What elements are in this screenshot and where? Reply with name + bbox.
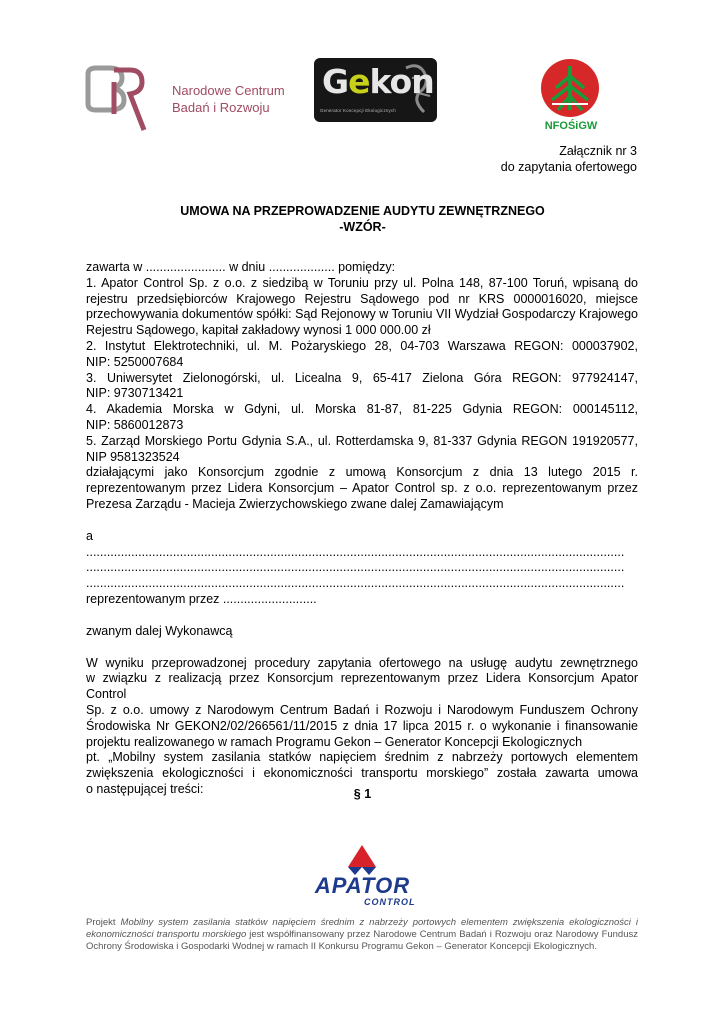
body-line: projektu realizowanego w ramach Programu Gekon – Generator Koncepcji Ekologicznych: [86, 734, 583, 749]
annex-note: [501, 143, 637, 175]
nfosigw-label: NFOŚiGW: [544, 120, 598, 132]
footer-project-title: Mobilny system zasilania statków napięciem średnim z nabrzeży portowych elementem zwiększenia ekologiczności i ekonomiczności transportu morskiego: [86, 917, 638, 940]
dotted-line: ...........................................................................................................................................................: [86, 544, 625, 559]
gekon-logo: [314, 58, 437, 122]
annex-line2: do zapytania ofertowego: [500, 160, 637, 174]
body-line: działającymi jako Konsorcjum zgodnie z umową Konsorcjum z dnia 13 lutego 2015 r.: [86, 465, 638, 480]
body-line: Środowiska Nr GEKON2/02/266561/11/2015 z dnia 17 lipca 2015 r. o wykonanie i finansowanie: [86, 718, 638, 733]
body-line: 4. Akademia Morska w Gdyni, ul. Morska 81-87, 81-225 Gdynia REGON: 000145112,: [86, 402, 638, 417]
body-line: 1. Apator Control Sp. z o.o. z siedzibą w Toruniu przy ul. Polna 148, 87-100 Toruń, wpisaną do: [86, 275, 638, 290]
gekon-name: [322, 62, 434, 101]
nfosigw-tree-icon: [540, 58, 600, 118]
gekon-name-rest: kon: [369, 62, 434, 101]
nfosigw-logo: [538, 58, 604, 136]
ncbr-logo: [84, 60, 284, 135]
body-line: zwiększenia ekologiczności i ekonomiczności transportu morskiego” została zawarta umowa: [86, 766, 638, 781]
body-line: NIP: 5860012873: [86, 417, 184, 432]
footer-note: [86, 917, 638, 953]
body-line: W wyniku przeprowadzonej procedury zapytania ofertowego na usługę audytu zewnętrznego: [86, 655, 638, 670]
body-line: NIP 9581323524: [86, 449, 180, 464]
body-line: zawarta w ....................... w dniu ................... pomiędzy:: [86, 260, 396, 274]
body-line: o następującej treści:: [86, 781, 204, 796]
dotted-line: ...........................................................................................................................................................: [86, 576, 625, 591]
ncbr-line2: Badań i Rozwoju: [172, 100, 270, 115]
document-title-line1: UMOWA NA PRZEPROWADZENIE AUDYTU ZEWNĘTRZNEGO: [180, 204, 545, 218]
contract-body: [86, 260, 638, 798]
body-line: zwanym dalej Wykonawcą: [86, 623, 233, 638]
body-line: 5. Zarząd Morskiego Portu Gdynia S.A., ul. Rotterdamska 9, 81-337 Gdynia REGON 191920577,: [86, 433, 638, 448]
body-line: Sp. z o.o. umowy z Narodowym Centrum Badań i Rozwoju i Narodowym Funduszem Ochrony: [86, 702, 638, 717]
body-line: reprezentowanym przez ...........................: [86, 591, 317, 606]
body-line: a: [86, 528, 93, 543]
body-line: 3. Uniwersytet Zielonogórski, ul. Licealna 9, 65-417 Zielona Góra REGON: 977924147,: [86, 370, 638, 385]
footer-prefix: Projekt: [86, 917, 121, 928]
gekon-name-e: e: [348, 62, 370, 101]
ncbr-line1: Narodowe Centrum: [172, 83, 285, 98]
document-title-line2: -WZÓR-: [339, 220, 386, 234]
document-title: [0, 203, 725, 235]
dotted-line: ...........................................................................................................................................................: [86, 560, 625, 575]
gekon-subtitle: Generator Koncepcji Ekologicznych: [320, 108, 396, 113]
body-line: reprezentowanym przez Lidera Konsorcjum – Apator Control sp. z o.o. reprezentowanym przez: [86, 481, 638, 496]
ncbr-br-mark-icon: [84, 64, 164, 134]
gekon-name-g: G: [322, 62, 349, 101]
annex-line1: Załącznik nr 3: [559, 144, 637, 158]
body-line: Prezesa Zarządu - Macieja Zwierzychowskiego zwane dalej Zamawiającym: [86, 496, 504, 511]
apator-triangle-icon: [300, 845, 425, 875]
body-line: 2. Instytut Elektrotechniki, ul. M. Pożaryskiego 28, 04-703 Warszawa REGON: 000037902,: [86, 338, 638, 353]
body-line: przechowywania dokumentów spółki: Sąd Rejonowy w Toruniu VII Wydział Gospodarczy Krajowego: [86, 307, 639, 322]
body-line: w związku z realizacją przez Konsorcjum reprezentowanym przez Lidera Konsorcjum Apator Control: [86, 671, 638, 702]
apator-word: APATOR: [314, 873, 411, 898]
section-mark: § 1: [353, 787, 372, 801]
apator-sub: CONTROL: [364, 897, 416, 907]
footer-rest: jest współfinansowany przez Narodowe Centrum Badań i Rozwoju oraz Narodowy Fundusz Ochrony Środowiska i Gospodarki Wodnej w ramach II Konkursu Programu Gekon – Generator Koncepcji Ekologicznych.: [86, 929, 639, 952]
body-line: NIP: 9730713421: [86, 386, 184, 401]
apator-logo: [300, 845, 425, 910]
ncbr-logo-text: [172, 82, 285, 116]
body-line: rejestru przedsiębiorców Krajowego Rejestru Sądowego pod nr KRS 0000016020, miejsce: [86, 291, 638, 306]
body-line: pt. „Mobilny system zasilania statków napięciem średnim z nabrzeży portowych elementem: [86, 750, 638, 765]
body-line: Rejestru Sądowego, kapitał zakładowy wynosi 1 000 000.00 zł: [86, 323, 431, 338]
body-line: NIP: 5250007684: [86, 354, 184, 369]
